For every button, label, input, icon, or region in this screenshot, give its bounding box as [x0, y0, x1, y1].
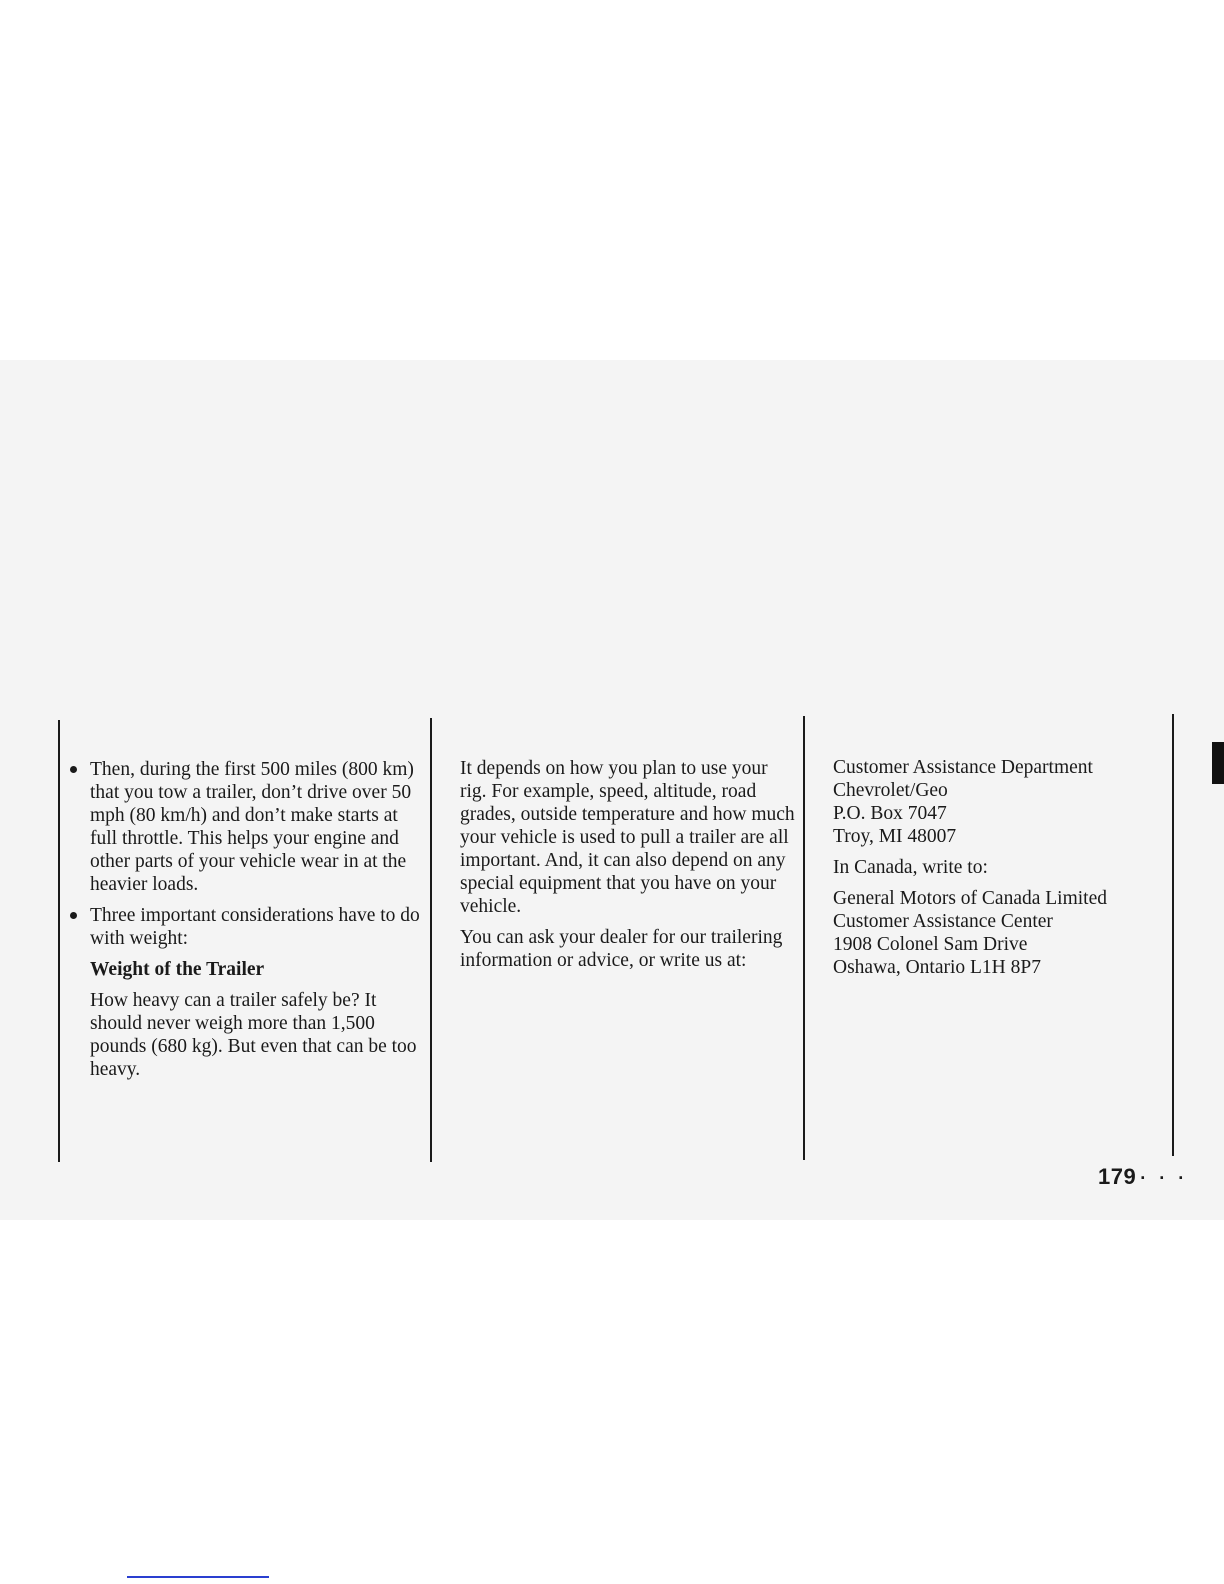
bullet-icon [70, 912, 77, 919]
column-rule-far-right [1172, 714, 1174, 1156]
address-line: General Motors of Canada Limited [833, 888, 1107, 909]
us-address-block [833, 756, 1169, 848]
canada-address-block [833, 887, 1169, 979]
section-tab-marker [1212, 742, 1224, 784]
bullet-text: Three important considerations have to do with weight: [90, 905, 420, 949]
address-line: Troy, MI 48007 [833, 826, 957, 847]
page-number [1098, 1164, 1188, 1190]
address-line: Customer Assistance Department [833, 757, 1093, 778]
canada-intro: In Canada, write to: [833, 857, 988, 878]
left-column [60, 758, 422, 1081]
middle-column [460, 757, 795, 980]
subheading-weight-of-trailer: Weight of the Trailer [90, 959, 265, 980]
subheading-body-text: How heavy can a trailer safely be? It should never weigh more than 1,500 pounds (680 kg). But even that can be too heavy. [90, 990, 417, 1080]
bullet-item-break-in [60, 758, 422, 896]
footer-link-underline[interactable] [127, 1576, 269, 1578]
page-number-value: 179 [1098, 1164, 1137, 1189]
page-dots: · · · [1140, 1168, 1189, 1188]
column-rule-middle [430, 718, 432, 1162]
address-line: 1908 Colonel Sam Drive [833, 934, 1028, 955]
address-line: Oshawa, Ontario L1H 8P7 [833, 957, 1041, 978]
address-line: Chevrolet/Geo [833, 780, 948, 801]
paragraph-ask-dealer: You can ask your dealer for our trailering information or advice, or write us at: [460, 927, 783, 971]
column-rule-right [803, 716, 805, 1160]
right-column [833, 756, 1169, 987]
bullet-icon [70, 766, 77, 773]
address-line: P.O. Box 7047 [833, 803, 947, 824]
paragraph-depends: It depends on how you plan to use your rig. For example, speed, altitude, road grades, outside temperature and how much your vehicle is used to pull a trailer are all important. And, it can also depend on any special equipment that you have on your vehicle. [460, 758, 795, 917]
bullet-text: Then, during the first 500 miles (800 km) that you tow a trailer, don’t drive over 50 mph (80 km/h) and don’t make starts at full throttle. This helps your engine and other parts of your vehicle wear in at the heavier loads. [90, 759, 414, 895]
bullet-item-weight [60, 904, 422, 950]
address-line: Customer Assistance Center [833, 911, 1053, 932]
